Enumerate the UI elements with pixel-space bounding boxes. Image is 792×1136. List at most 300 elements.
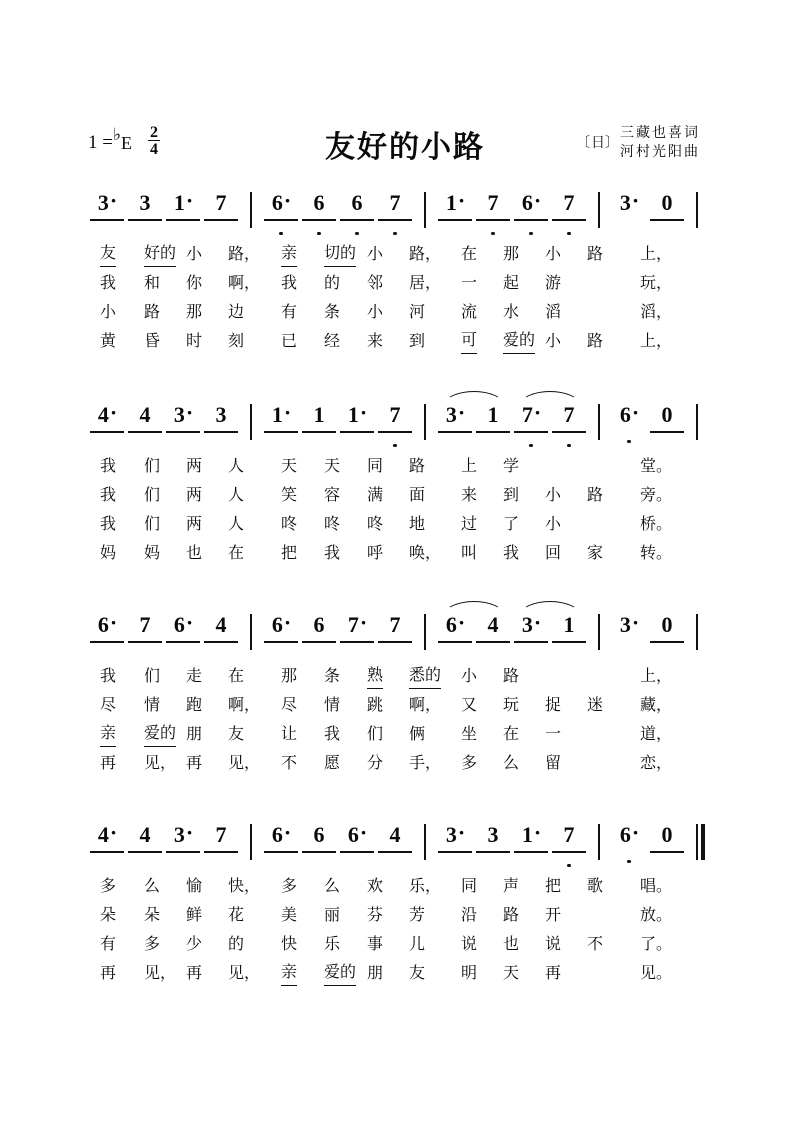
lyricist-credit: 三藏也喜词 bbox=[620, 125, 700, 141]
lyric-syllable: 路 bbox=[503, 905, 520, 924]
note bbox=[262, 188, 300, 238]
note bbox=[474, 188, 512, 238]
barline bbox=[696, 192, 698, 228]
lyric-syllable: 朋 bbox=[186, 724, 203, 743]
note-number: 3 bbox=[173, 402, 185, 427]
note-number: 6 bbox=[619, 402, 631, 427]
lyric-syllable: 小 bbox=[100, 302, 117, 321]
augmentation-dot: · bbox=[283, 820, 292, 845]
lyric-syllable: 妈 bbox=[144, 543, 161, 562]
note bbox=[610, 820, 648, 870]
note bbox=[512, 610, 550, 660]
note bbox=[550, 400, 588, 450]
lyric-syllable: 我 bbox=[100, 273, 117, 292]
lyric-syllable: 我 bbox=[281, 273, 298, 292]
lyric-syllable: 咚 bbox=[324, 514, 341, 533]
note-number: 6 bbox=[313, 190, 325, 215]
note-number: 6 bbox=[619, 822, 631, 847]
lyric-syllable: 妈 bbox=[100, 543, 117, 562]
lyric-syllable: 在 bbox=[503, 724, 520, 743]
barline bbox=[598, 614, 600, 650]
lyric-syllable: 情 bbox=[144, 695, 161, 714]
lyric-syllable: 小 bbox=[186, 244, 203, 263]
note bbox=[262, 400, 300, 450]
low-octave-dot bbox=[376, 226, 414, 235]
note-number: 7 bbox=[563, 822, 575, 847]
lyric-syllable: 再 bbox=[186, 963, 203, 982]
lyric-syllable: 面 bbox=[409, 485, 426, 504]
sheet-music-page bbox=[0, 112, 792, 1136]
lyric-row bbox=[88, 481, 704, 510]
note-number: 4 bbox=[487, 612, 499, 637]
note bbox=[202, 820, 240, 870]
low-octave-dot bbox=[300, 226, 338, 235]
lyric-syllable: 见， bbox=[144, 753, 177, 772]
lyric-syllable: 经 bbox=[324, 331, 341, 350]
lyric-syllable: 的 bbox=[324, 273, 341, 292]
low-octave-dot bbox=[512, 226, 550, 235]
note bbox=[436, 400, 474, 450]
credit-names bbox=[620, 124, 700, 162]
lyric-syllable: 芳 bbox=[409, 905, 426, 924]
lyric-syllable: 再 bbox=[100, 753, 117, 772]
barline bbox=[598, 824, 600, 860]
augmentation-dot: · bbox=[109, 188, 118, 213]
lyric-row bbox=[88, 691, 704, 720]
lyric-row bbox=[88, 720, 704, 749]
note-number: 3 bbox=[487, 822, 499, 847]
lyric-syllable: 家 bbox=[587, 543, 604, 562]
note-number: 6 bbox=[445, 612, 457, 637]
note bbox=[126, 610, 164, 660]
note-number: 6 bbox=[271, 822, 283, 847]
note-row bbox=[88, 820, 704, 870]
lyric-syllable: 美 bbox=[281, 905, 298, 924]
note bbox=[300, 610, 338, 660]
lyric-syllable: 天 bbox=[503, 963, 520, 982]
lyric-syllable: 在 bbox=[461, 244, 478, 263]
lyric-syllable: 来 bbox=[367, 331, 384, 350]
credit-bracket-left: 〔 bbox=[576, 134, 589, 151]
lyric-syllable: 天 bbox=[281, 456, 298, 475]
augmentation-dot: · bbox=[533, 188, 542, 213]
lyric-syllable: 邻 bbox=[367, 273, 384, 292]
lyric-syllable: 道， bbox=[640, 724, 673, 743]
lyric-row bbox=[88, 749, 704, 778]
note-row bbox=[88, 400, 704, 450]
lyric-syllable: 友 bbox=[228, 724, 245, 743]
lyric-syllable: 让 bbox=[281, 724, 298, 743]
note bbox=[550, 820, 588, 870]
lyric-syllable: 少 bbox=[186, 934, 203, 953]
note bbox=[126, 820, 164, 870]
note-number: 7 bbox=[215, 190, 227, 215]
lyric-syllable: 一 bbox=[545, 724, 562, 743]
augmentation-dot: · bbox=[457, 188, 466, 213]
augmentation-dot: · bbox=[631, 400, 640, 425]
lyric-syllable: 啊， bbox=[228, 695, 261, 714]
lyric-syllable: 两 bbox=[186, 456, 203, 475]
lyric-syllable: 也 bbox=[503, 934, 520, 953]
lyric-syllable: 路 bbox=[587, 485, 604, 504]
lyric-syllable: 快 bbox=[281, 934, 298, 953]
lyric-syllable: 满 bbox=[367, 485, 384, 504]
lyric-syllable: 么 bbox=[324, 876, 341, 895]
augmentation-dot: · bbox=[185, 400, 194, 425]
lyric-syllable: 亲 bbox=[281, 959, 297, 986]
lyric-syllable: 你 bbox=[186, 273, 203, 292]
lyric-syllable: 开 bbox=[545, 905, 562, 924]
lyric-syllable: 跳 bbox=[367, 695, 384, 714]
barline bbox=[424, 824, 426, 860]
lyric-syllable: 尽 bbox=[100, 695, 117, 714]
note bbox=[262, 610, 300, 660]
lyric-row bbox=[88, 510, 704, 539]
lyric-syllable: 学 bbox=[503, 456, 520, 475]
note bbox=[300, 820, 338, 870]
lyric-syllable: 朋 bbox=[367, 963, 384, 982]
lyric-syllable: 在 bbox=[228, 666, 245, 685]
note-number: 6 bbox=[347, 822, 359, 847]
note-number: 7 bbox=[139, 612, 151, 637]
note-number: 3 bbox=[619, 190, 631, 215]
low-octave-dot bbox=[610, 434, 648, 443]
lyric-syllable: 玩 bbox=[503, 695, 520, 714]
note-number: 4 bbox=[97, 822, 109, 847]
note-number: 1 bbox=[173, 190, 185, 215]
note-number: 3 bbox=[521, 612, 533, 637]
note-number: 6 bbox=[351, 190, 363, 215]
lyric-syllable: 们 bbox=[144, 456, 161, 475]
lyric-syllable: 滔 bbox=[545, 302, 562, 321]
note-number: 4 bbox=[139, 822, 151, 847]
lyric-syllable: 昏 bbox=[144, 331, 161, 350]
lyric-syllable: 条 bbox=[324, 666, 341, 685]
note-number: 6 bbox=[173, 612, 185, 637]
note-row bbox=[88, 188, 704, 238]
lyric-syllable: 爱的 bbox=[324, 959, 356, 986]
note-number: 3 bbox=[139, 190, 151, 215]
note bbox=[202, 610, 240, 660]
lyric-syllable: 笑 bbox=[281, 485, 298, 504]
lyric-syllable: 水 bbox=[503, 302, 520, 321]
lyric-syllable: 再 bbox=[545, 963, 562, 982]
lyric-row bbox=[88, 298, 704, 327]
lyric-syllable: 条 bbox=[324, 302, 341, 321]
low-octave-dot bbox=[610, 854, 648, 863]
lyric-syllable: 了 bbox=[503, 514, 520, 533]
note bbox=[300, 188, 338, 238]
lyric-syllable: 边 bbox=[228, 302, 245, 321]
lyric-syllable: 多 bbox=[100, 876, 117, 895]
lyric-syllable: 歌 bbox=[587, 876, 604, 895]
lyric-row bbox=[88, 327, 704, 356]
augmentation-dot: · bbox=[185, 188, 194, 213]
music-system bbox=[88, 610, 704, 778]
note bbox=[512, 400, 550, 450]
note bbox=[436, 188, 474, 238]
lyric-syllable: 沿 bbox=[461, 905, 478, 924]
note-number: 7 bbox=[347, 612, 359, 637]
lyric-syllable: 见。 bbox=[640, 963, 673, 982]
note bbox=[436, 820, 474, 870]
lyric-syllable: 俩 bbox=[409, 724, 426, 743]
lyric-syllable: 么 bbox=[503, 753, 520, 772]
final-barline-thick bbox=[701, 824, 705, 860]
lyric-syllable: 爱的 bbox=[144, 720, 176, 747]
lyric-syllable: 可 bbox=[461, 327, 477, 354]
note-number: 6 bbox=[271, 190, 283, 215]
lyric-syllable: 见， bbox=[144, 963, 177, 982]
note bbox=[164, 400, 202, 450]
key-signature-note: E bbox=[121, 133, 132, 153]
low-octave-dot bbox=[262, 226, 300, 235]
lyric-syllable: 同 bbox=[461, 876, 478, 895]
lyric-syllable: 见， bbox=[228, 963, 261, 982]
lyric-row bbox=[88, 872, 704, 901]
lyric-syllable: 丽 bbox=[324, 905, 341, 924]
note-number: 1 bbox=[487, 402, 499, 427]
augmentation-dot: · bbox=[533, 820, 542, 845]
augmentation-dot: · bbox=[631, 820, 640, 845]
lyric-row bbox=[88, 269, 704, 298]
lyric-syllable: 放。 bbox=[640, 905, 673, 924]
lyric-syllable: 明 bbox=[461, 963, 478, 982]
lyric-syllable: 悉的 bbox=[409, 662, 441, 689]
lyric-syllable: 分 bbox=[367, 753, 384, 772]
note-number: 7 bbox=[389, 190, 401, 215]
lyric-syllable: 在 bbox=[228, 543, 245, 562]
lyric-syllable: 咚 bbox=[281, 514, 298, 533]
lyric-syllable: 我 bbox=[324, 724, 341, 743]
lyrics-block bbox=[88, 662, 704, 778]
lyric-syllable: 路 bbox=[503, 666, 520, 685]
lyric-syllable: 一 bbox=[461, 273, 478, 292]
note-number: 0 bbox=[661, 612, 673, 637]
lyric-syllable: 小 bbox=[545, 244, 562, 263]
note-number: 3 bbox=[445, 822, 457, 847]
lyric-syllable: 亲 bbox=[100, 720, 116, 747]
augmentation-dot: · bbox=[109, 610, 118, 635]
lyric-syllable: 愿 bbox=[324, 753, 341, 772]
note bbox=[164, 820, 202, 870]
lyric-syllable: 的 bbox=[228, 934, 245, 953]
note bbox=[126, 400, 164, 450]
lyric-syllable: 唤， bbox=[409, 543, 442, 562]
note-number: 7 bbox=[487, 190, 499, 215]
lyric-syllable: 友 bbox=[409, 963, 426, 982]
note bbox=[88, 610, 126, 660]
note bbox=[376, 820, 414, 870]
lyric-syllable: 芬 bbox=[367, 905, 384, 924]
credit-country: 日 bbox=[591, 134, 605, 151]
lyric-syllable: 两 bbox=[186, 514, 203, 533]
note-number: 1 bbox=[271, 402, 283, 427]
lyric-syllable: 那 bbox=[186, 302, 203, 321]
note-number: 3 bbox=[445, 402, 457, 427]
lyric-syllable: 路 bbox=[587, 331, 604, 350]
lyric-syllable: 再 bbox=[186, 753, 203, 772]
note-number: 6 bbox=[271, 612, 283, 637]
lyric-syllable: 堂。 bbox=[640, 456, 673, 475]
augmentation-dot: · bbox=[457, 400, 466, 425]
lyric-syllable: 亲 bbox=[281, 240, 297, 267]
music-system bbox=[88, 188, 704, 356]
lyric-syllable: 藏， bbox=[640, 695, 673, 714]
lyric-syllable: 天 bbox=[324, 456, 341, 475]
note bbox=[338, 188, 376, 238]
lyric-syllable: 唱。 bbox=[640, 876, 673, 895]
lyric-syllable: 坐 bbox=[461, 724, 478, 743]
note bbox=[338, 610, 376, 660]
lyric-syllable: 欢 bbox=[367, 876, 384, 895]
lyric-row bbox=[88, 901, 704, 930]
lyric-syllable: 已 bbox=[281, 331, 298, 350]
note-number: 3 bbox=[173, 822, 185, 847]
low-octave-dot bbox=[376, 438, 414, 447]
note-row bbox=[88, 610, 704, 660]
lyric-syllable: 儿 bbox=[409, 934, 426, 953]
note bbox=[610, 400, 648, 450]
barline bbox=[696, 614, 698, 650]
lyric-syllable: 朵 bbox=[100, 905, 117, 924]
lyric-syllable: 多 bbox=[144, 934, 161, 953]
lyric-syllable: 多 bbox=[461, 753, 478, 772]
lyric-syllable: 不 bbox=[281, 753, 298, 772]
note-number: 3 bbox=[619, 612, 631, 637]
lyric-syllable: 路， bbox=[228, 244, 261, 263]
note bbox=[300, 400, 338, 450]
note-number: 1 bbox=[563, 612, 575, 637]
lyric-syllable: 见， bbox=[228, 753, 261, 772]
lyric-syllable: 们 bbox=[144, 666, 161, 685]
lyric-syllable: 流 bbox=[461, 302, 478, 321]
lyric-syllable: 声 bbox=[503, 876, 520, 895]
composer-credit: 河村光阳曲 bbox=[620, 144, 700, 160]
note-number: 6 bbox=[313, 612, 325, 637]
note bbox=[648, 400, 686, 450]
lyric-syllable: 人 bbox=[228, 485, 245, 504]
key-signature-label: 1 = bbox=[88, 132, 113, 153]
lyric-syllable: 呼 bbox=[367, 543, 384, 562]
music-system bbox=[88, 820, 704, 988]
note-number: 6 bbox=[97, 612, 109, 637]
note bbox=[436, 610, 474, 660]
song-title: 友好的小路 bbox=[325, 130, 485, 165]
lyric-row bbox=[88, 539, 704, 568]
low-octave-dot bbox=[512, 438, 550, 447]
lyric-syllable: 黄 bbox=[100, 331, 117, 350]
note bbox=[512, 820, 550, 870]
note bbox=[512, 188, 550, 238]
note bbox=[610, 188, 648, 238]
barline bbox=[250, 192, 252, 228]
lyric-syllable: 小 bbox=[367, 302, 384, 321]
lyric-syllable: 切的 bbox=[324, 240, 356, 267]
note bbox=[338, 400, 376, 450]
augmentation-dot: · bbox=[457, 820, 466, 845]
time-signature-denominator: 4 bbox=[150, 141, 158, 158]
lyric-syllable: 那 bbox=[503, 244, 520, 263]
lyric-row bbox=[88, 240, 704, 269]
note bbox=[262, 820, 300, 870]
note-number: 7 bbox=[563, 402, 575, 427]
lyric-syllable: 乐 bbox=[324, 934, 341, 953]
lyric-syllable: 到 bbox=[503, 485, 520, 504]
note-number: 6 bbox=[521, 190, 533, 215]
lyric-syllable: 转。 bbox=[640, 543, 673, 562]
augmentation-dot: · bbox=[359, 610, 368, 635]
lyric-row bbox=[88, 662, 704, 691]
augmentation-dot: · bbox=[109, 400, 118, 425]
note-number: 3 bbox=[97, 190, 109, 215]
lyric-syllable: 和 bbox=[144, 273, 161, 292]
lyric-syllable: 我 bbox=[100, 514, 117, 533]
augmentation-dot: · bbox=[283, 610, 292, 635]
lyric-syllable: 到 bbox=[409, 331, 426, 350]
note bbox=[376, 610, 414, 660]
lyric-syllable: 又 bbox=[461, 695, 478, 714]
lyric-row bbox=[88, 930, 704, 959]
lyric-syllable: 熟 bbox=[367, 662, 383, 689]
augmentation-dot: · bbox=[533, 610, 542, 635]
lyric-syllable: 刻 bbox=[228, 331, 245, 350]
lyric-syllable: 那 bbox=[281, 666, 298, 685]
note-number: 7 bbox=[389, 612, 401, 637]
barline bbox=[598, 404, 600, 440]
lyric-syllable: 旁。 bbox=[640, 485, 673, 504]
lyric-syllable: 来 bbox=[461, 485, 478, 504]
augmentation-dot: · bbox=[631, 188, 640, 213]
lyric-syllable: 有 bbox=[281, 302, 298, 321]
note bbox=[648, 610, 686, 660]
lyric-syllable: 爱的 bbox=[503, 327, 535, 354]
lyrics-block bbox=[88, 452, 704, 568]
lyric-syllable: 鲜 bbox=[186, 905, 203, 924]
flat-icon: ♭ bbox=[112, 125, 121, 144]
lyric-syllable: 捉 bbox=[545, 695, 562, 714]
lyric-syllable: 把 bbox=[281, 543, 298, 562]
note-number: 1 bbox=[347, 402, 359, 427]
lyric-syllable: 居， bbox=[409, 273, 442, 292]
lyric-syllable: 人 bbox=[228, 514, 245, 533]
credit-bracket-right: 〕 bbox=[605, 134, 618, 151]
note bbox=[88, 400, 126, 450]
lyric-syllable: 回 bbox=[545, 543, 562, 562]
credits bbox=[576, 124, 700, 162]
note bbox=[474, 820, 512, 870]
augmentation-dot: · bbox=[109, 820, 118, 845]
lyric-syllable: 上， bbox=[640, 244, 673, 263]
note-number: 0 bbox=[661, 190, 673, 215]
augmentation-dot: · bbox=[457, 610, 466, 635]
augmentation-dot: · bbox=[359, 820, 368, 845]
low-octave-dot bbox=[338, 226, 376, 235]
lyric-syllable: 上， bbox=[640, 331, 673, 350]
music-systems bbox=[0, 188, 792, 988]
lyric-syllable: 我 bbox=[100, 485, 117, 504]
note-number: 4 bbox=[139, 402, 151, 427]
lyrics-block bbox=[88, 240, 704, 356]
lyric-syllable: 小 bbox=[367, 244, 384, 263]
lyric-syllable: 我 bbox=[100, 666, 117, 685]
lyric-syllable: 人 bbox=[228, 456, 245, 475]
augmentation-dot: · bbox=[185, 610, 194, 635]
note bbox=[610, 610, 648, 660]
augmentation-dot: · bbox=[283, 400, 292, 425]
lyric-syllable: 啊， bbox=[228, 273, 261, 292]
lyric-syllable: 再 bbox=[100, 963, 117, 982]
